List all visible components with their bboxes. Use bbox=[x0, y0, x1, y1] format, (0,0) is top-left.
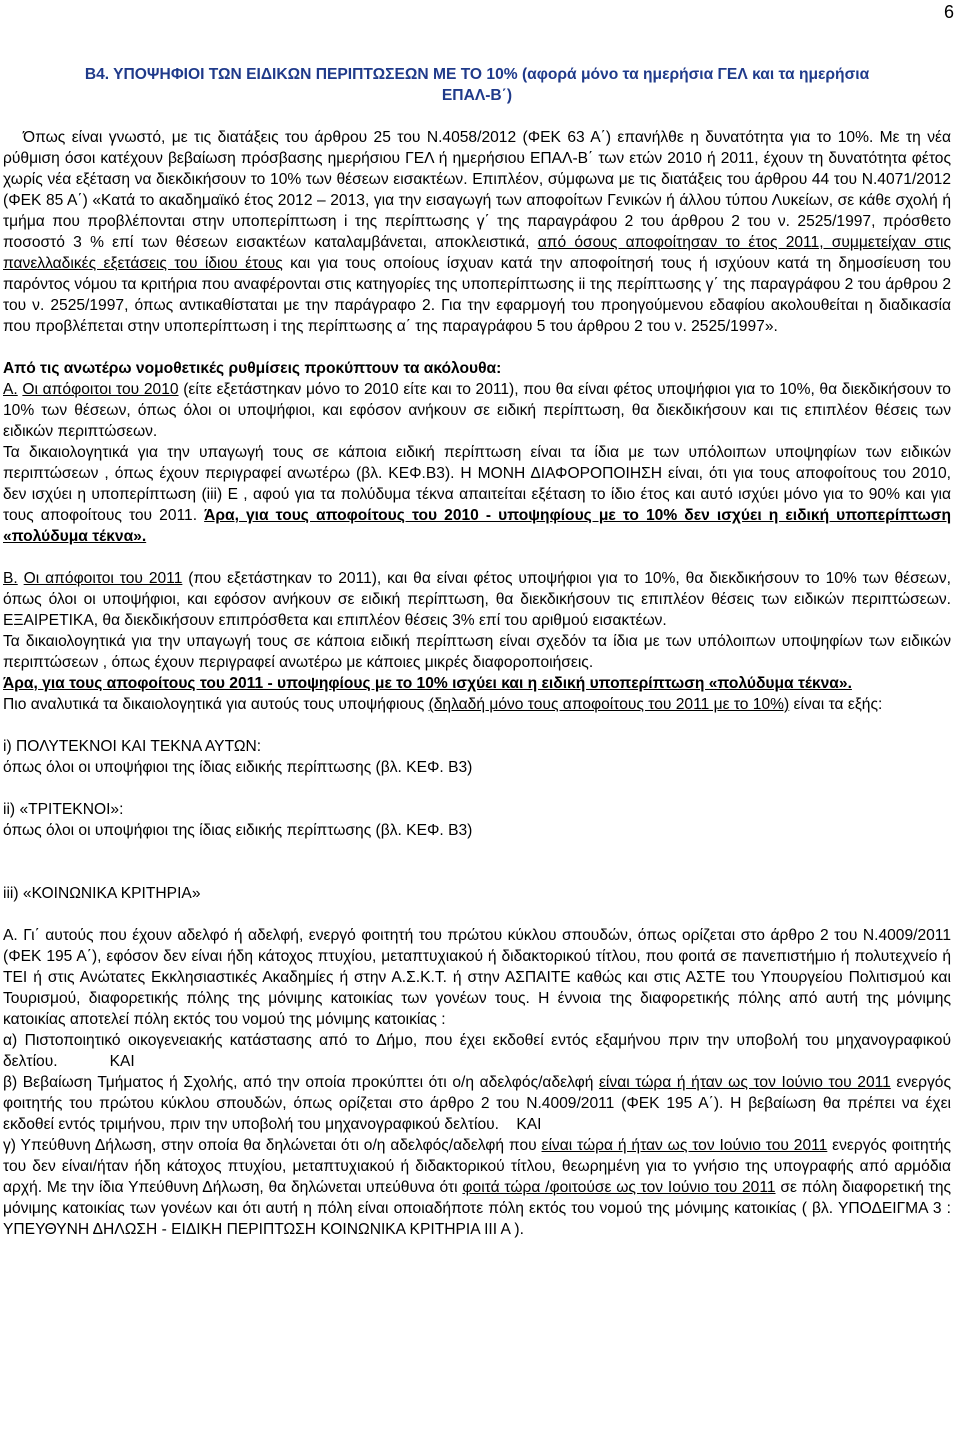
section-b-paragraph bbox=[3, 568, 951, 631]
section-a-text-1: (είτε εξετάστηκαν μόνο το 2010 είτε και το 2011), που θα είναι φέτος υποψήφιοι για το 10%, θα διεκδικήσουν το 10% των θέσεων, όπως όλοι οι υποψήφιοι, και εφόσον ανήκουν σε ειδική περίπτωση, θα διεκδικήσουν και τις επιπλέον θέσεις των ειδικών περιπτώσεων. bbox=[3, 381, 951, 440]
section-a-underlined: Οι απόφοιτοι του 2010 bbox=[22, 381, 179, 398]
sub-a-item-b bbox=[3, 1072, 956, 1135]
intro-text-1: Όπως είναι γνωστό, με τις διατάξεις του άρθρου 25 του Ν.4058/2012 (ΦΕΚ 63 Α΄) επανήλθε η δυνατότητα για το 10%. Με τη νέα ρύθμιση όσοι κατέχουν βεβαίωση πρόσβασης ημερήσιου ΓΕΛ ή ημερήσιου ΕΠΑΛ-Β΄ των ετών 2010 ή 2011, έχουν τη δυνατότητα φέτος χωρίς νέα εξέταση να διεκδικήσουν το 10% των θέσεων εισακτέων. Επιπλέον, σύμφωνα με τις διατάξεις του άρθρου 44 του Ν.4071/2012 (ΦΕΚ 85 Α΄) «Κατά το ακαδημαϊκό έτος 2012 – 2013, για την εισαγωγή των αποφοίτων Γενικών ή άλλου τύπου Λυκείων, σε κάθε σχολή ή τμήμα που προβλέπονται στην υποπερίπτωση i της περίπτωσης γ΄ της παραγράφου 2 του άρθρου 2 του ν. 2525/1997, πρόσθετο ποσοστό 3 % επί των θέσεων εισακτέων καταλαμβάνεται, αποκλειστικά, bbox=[3, 129, 951, 251]
results-heading: Από τις ανωτέρω νομοθετικές ρυθμίσεις προκύπτουν τα ακόλουθα: bbox=[3, 360, 502, 377]
section-a-text-2: Τα δικαιολογητικά για την υπαγωγή τους σε κάποια ειδική περίπτωση είναι τα ίδια με των υπόλοιπων υποψηφίων των ειδικών περιπτώσεων , όπως έχουν περιγραφεί ανωτέρω (βλ. ΚΕΦ.Β3). Η ΜΟΝΗ ΔΙΑΦΟΡΟΠΟΙΗΣΗ είναι, ότι για τους αποφοίτους του 2010, δεν ισχύει η υποπερίπτωση (iii) Ε , αφού για τα πολύδυμα τέκνα απαιτείται εξέταση το ίδιο έτος και αυτό ισχύει μόνο για το 90% και για τους αποφοίτους του 2011. bbox=[3, 444, 951, 524]
section-a-label: Α. bbox=[3, 381, 18, 398]
sub-a-paragraph: Α. Γι΄ αυτούς που έχουν αδελφό ή αδελφή, ενεργό φοιτητή του πρώτου κύκλου σπουδών, όπως ορίζεται στο άρθρο 2 του Ν.4009/2011 (ΦΕΚ 195 Α΄), εφόσον δεν είναι ήδη κάτοχος πτυχίου, μεταπτυχιακού ή διδακτορικού τίτλου, που φοιτά σε πανεπιστήμιο ή πολυτεχνείο ή ΤΕΙ ή στις Ανώτατες Εκκλησιαστικές Ακαδημίες ή στην Α.Σ.Κ.Τ. ή στην ΑΣΠΑΙΤΕ καθώς και στις ΑΣΤΕ του Υπουργείου Πολιτισμού και Τουρισμού, διαφορετικής πόλης της μόνιμης κατοικίας των γονέων τους. Η έννοια της διαφορετικής πόλης από αυτή της μόνιμης κατοικίας αποτελεί πόλη εκτός του νομού της μόνιμης κατοικίας : bbox=[3, 927, 951, 1028]
intro-paragraph bbox=[3, 127, 951, 337]
item-b-text-1: β) Βεβαίωση Τμήματος ή Σχολής, από την οποία προκύπτει ότι ο/η αδελφός/αδελφή bbox=[3, 1074, 599, 1091]
section-b-paragraph-2: Τα δικαιολογητικά για την υπαγωγή τους σε κάποια ειδική περίπτωση είναι σχεδόν τα ίδια με των υπόλοιπων υποψηφίων των ειδικών περιπτώσεων , όπως έχουν περιγραφεί ανωτέρω με κάποιες μικρές διαφοροποιήσεις. bbox=[3, 633, 951, 671]
item-c-underlined-2: φοιτά τώρα /φοιτούσε ως τον Ιούνιο του 2011 bbox=[462, 1179, 776, 1196]
item-i-text: όπως όλοι οι υποψήφιοι της ίδιας ειδικής περίπτωσης (βλ. ΚΕΦ. Β3) bbox=[3, 759, 473, 776]
item-b-underlined: είναι τώρα ή ήταν ως τον Ιούνιο του 2011 bbox=[598, 1074, 891, 1091]
item-i-label: i) ΠΟΛΥΤΕΚΝΟΙ ΚΑΙ ΤΕΚΝΑ ΑΥΤΩΝ: bbox=[3, 738, 262, 755]
section-heading bbox=[3, 64, 951, 106]
heading-line-2: ΕΠΑΛ-Β΄) bbox=[441, 87, 513, 104]
section-b-text-4: είναι τα εξής: bbox=[789, 696, 883, 713]
item-ii-text: όπως όλοι οι υποψήφιοι της ίδιας ειδικής περίπτωσης (βλ. ΚΕΦ. Β3) bbox=[3, 822, 473, 839]
section-b-text-1: (που εξετάστηκαν το 2011), και θα είναι φέτος υποψήφιοι για το 10%, θα διεκδικήσουν το 10% των θέσεων, όπως όλοι οι υποψήφιοι, και εφόσον ανήκουν σε ειδική περίπτωση, θα διεκδικήσουν τις επιπλέον θέσεις των ειδικών περιπτώσεων. ΕΞΑΙΡΕΤΙΚΑ, θα διεκδικήσουν επιπρόσθετα και επιπλέον θέσεις 3% επί του αριθμού εισακτέων. bbox=[3, 570, 951, 629]
document-body bbox=[3, 64, 956, 1240]
sub-a-item-a: α) Πιστοποιητικό οικογενειακής κατάστασης από το Δήμο, που έχει εκδοθεί εντός εξαμήνου πριν την υποβολή του μηχανογραφικού δελτίου. ΚΑΙ bbox=[3, 1032, 956, 1070]
sub-a-item-c bbox=[3, 1135, 951, 1240]
intro-text-3: και για τους οποίους ίσχυαν κατά την αποφοίτησή τους ή ισχύουν κατά τη δημοσίευση του παρόντος νόμου τα κριτήρια που αναφέρονται στις κατηγορίες της υποπερίπτωσης ii της περίπτωσης γ΄ της παραγράφου 2 του άρθρου 2 του ν. 2525/1997, όπως αντικαθίσταται με την παράγραφο 2. Για την εφαρμογή του προηγούμενου εδαφίου ακολουθείται η διαδικασία που προβλέπεται στην υποπερίπτωση i της περίπτωσης α΄ της παραγράφου 5 του άρθρου 2 του ν. 2525/1997». bbox=[3, 255, 951, 335]
section-a-paragraph-2 bbox=[3, 442, 951, 547]
section-b-conclusion: Άρα, για τους αποφοίτους του 2011 - υποψηφίους με το 10% ισχύει και η ειδική υποπερίπτωση «πολύδυμα τέκνα». bbox=[3, 675, 852, 692]
section-a-paragraph bbox=[3, 379, 951, 442]
section-b-paragraph-3 bbox=[3, 694, 951, 715]
section-b-text-3: Πιο αναλυτικά τα δικαιολογητικά για αυτούς τους υποψήφιους bbox=[3, 696, 429, 713]
page-number: 6 bbox=[943, 2, 954, 22]
item-c-text-2: ενεργός φοιτητής του δεν είναι/ήταν ήδη κάτοχος πτυχίου, μεταπτυχιακού ή διδακτορικού τίτλου, θεωρημένη για το γνήσιο της υπογραφής από αρμόδια αρχή. Με την ίδια Υπεύθυνη Δήλωση, θα δηλώνεται υπεύθυνα ότι bbox=[3, 1137, 951, 1196]
item-iii-label: iii) «ΚΟΙΝΩΝΙΚΑ ΚΡΙΤΗΡΙΑ» bbox=[3, 885, 201, 902]
item-ii-label: ii) «ΤΡΙΤΕΚΝΟΙ»: bbox=[3, 801, 124, 818]
section-b-underlined-2: (δηλαδή μόνο τους αποφοίτους του 2011 με το 10%) bbox=[428, 696, 790, 713]
item-b-text-2: ενεργός φοιτητής του πρώτου κύκλου σπουδών, όπως ορίζεται στο άρθρο 2 του Ν.4009/2011 (ΦΕΚ 195 Α΄). Η βεβαίωση θα πρέπει να έχει εκδοθεί εντός τριμήνου, πριν την υποβολή του μηχανογραφικού δελτίου. ΚΑΙ bbox=[3, 1074, 956, 1133]
item-c-text-1: γ) Υπεύθυνη Δήλωση, στην οποία θα δηλώνεται ότι ο/η αδελφός/αδελφή που bbox=[3, 1137, 542, 1154]
item-c-text-3: σε πόλη διαφορετική της μόνιμης κατοικίας των γονέων και ότι αυτή η πόλη είναι οποιαδήποτε πόλη εκτός του νομού της μόνιμης κατοικίας ( βλ. ΥΠΟΔΕΙΓΜΑ 3 : ΥΠΕΥΘΥΝΗ ΔΗΛΩΣΗ - ΕΙΔΙΚΗ ΠΕΡΙΠΤΩΣΗ ΚΟΙΝΩΝΙΚΑ ΚΡΙΤΗΡΙΑ ΙΙΙ Α ). bbox=[3, 1179, 952, 1238]
heading-line-1: Β4. ΥΠΟΨΗΦΙΟΙ ΤΩΝ ΕΙΔΙΚΩΝ ΠΕΡΙΠΤΩΣΕΩΝ ΜΕ ΤΟ 10% (αφορά μόνο τα ημερήσια ΓΕΛ και τα ημερήσια bbox=[84, 66, 870, 83]
intro-underlined-1: από όσους αποφοίτησαν το έτος 2011, συμμετείχαν στις bbox=[537, 234, 951, 251]
section-a-conclusion: Άρα, για τους αποφοίτους του 2010 - υποψηφίους με το 10% δεν ισχύει η ειδική υποπερίπτωση «πολύδυμα τέκνα». bbox=[3, 507, 951, 545]
section-b-label: Β. bbox=[3, 570, 18, 587]
intro-underlined-2: πανελλαδικές εξετάσεις του ίδιου έτους bbox=[3, 255, 283, 272]
section-b-underlined: Οι απόφοιτοι του 2011 bbox=[23, 570, 183, 587]
item-c-underlined-1: είναι τώρα ή ήταν ως τον Ιούνιο του 2011 bbox=[541, 1137, 828, 1154]
